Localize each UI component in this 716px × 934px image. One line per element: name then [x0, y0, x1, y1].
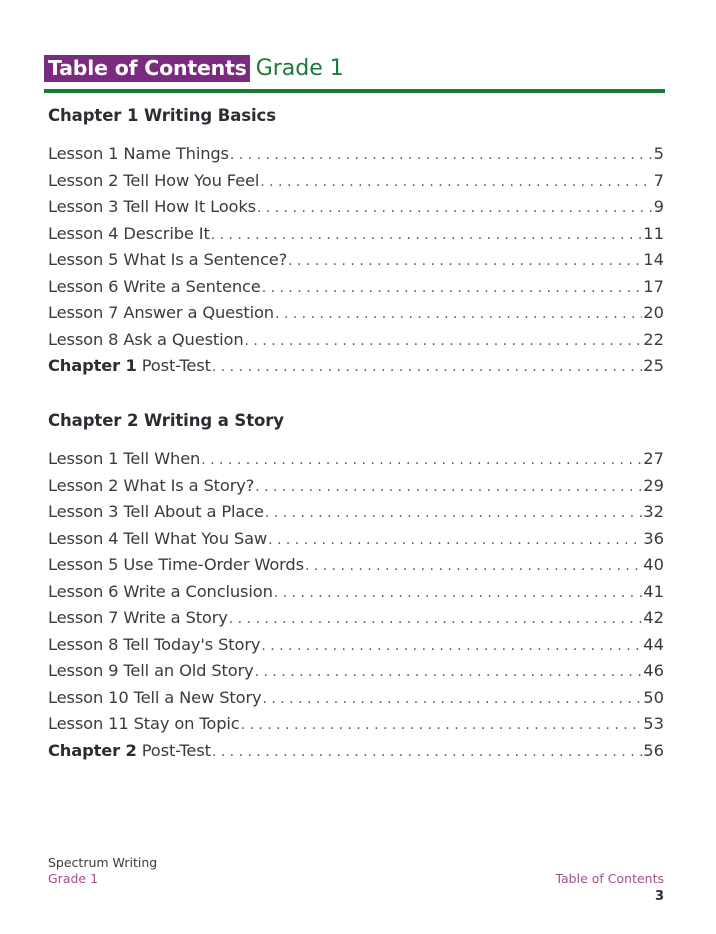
toc-entry[interactable] [48, 277, 664, 304]
chapter-1-list [48, 144, 664, 383]
chapter-1-heading: Chapter 1 Writing Basics [48, 106, 276, 125]
toc-entry[interactable] [48, 197, 664, 224]
toc-entry-page: 5 [653, 144, 664, 163]
toc-entry-label: Lesson 7 Answer a Question [48, 303, 274, 322]
grade-title: Grade 1 [255, 56, 344, 81]
toc-entry-page: 14 [643, 250, 664, 269]
dot-leader [245, 333, 643, 349]
toc-entry-label: Lesson 8 Ask a Question [48, 329, 244, 349]
chapter-2-list [48, 449, 664, 767]
dot-leader [265, 505, 642, 521]
toc-entry-label: Lesson 9 Tell an Old Story [48, 661, 254, 680]
footer-section-title: Table of Contents [555, 871, 664, 886]
toc-entry-page: 32 [643, 502, 664, 521]
dot-leader [262, 280, 643, 296]
dot-leader [212, 744, 642, 760]
toc-entry[interactable] [48, 476, 664, 503]
toc-entry-label: Lesson 11 Stay on Topic [48, 714, 240, 733]
toc-entry-page: 22 [643, 329, 664, 349]
dot-leader [274, 585, 643, 601]
toc-entry-label: Lesson 1 Tell When [48, 449, 201, 468]
dot-leader [212, 359, 642, 375]
toc-entry-page: 53 [643, 714, 664, 733]
toc-entry[interactable] [48, 688, 664, 715]
dot-leader [260, 174, 652, 190]
toc-entry-label: Chapter 1 Post-Test [48, 356, 211, 375]
toc-title-badge: Table of Contents [44, 55, 250, 82]
toc-entry-label: Chapter 2 Post-Test [48, 740, 211, 760]
toc-entry[interactable] [48, 502, 664, 529]
toc-entry-post-test[interactable] [48, 356, 664, 383]
dot-leader [255, 479, 642, 495]
toc-entry-label: Lesson 2 What Is a Story? [48, 475, 255, 495]
toc-entry-label: Lesson 8 Tell Today's Story [48, 634, 261, 654]
toc-entry-label: Lesson 4 Describe It [48, 223, 210, 243]
toc-entry-label: Lesson 1 Name Things [48, 144, 229, 163]
toc-entry-label: Lesson 4 Tell What You Saw [48, 528, 268, 548]
toc-entry[interactable] [48, 224, 664, 251]
toc-entry-page: 25 [643, 356, 664, 375]
toc-entry[interactable] [48, 582, 664, 609]
page-number: 3 [654, 889, 664, 904]
toc-entry-page: 20 [643, 303, 664, 322]
dot-leader [262, 691, 642, 707]
toc-entry-label: Lesson 7 Write a Story [48, 608, 228, 627]
toc-entry[interactable] [48, 714, 664, 741]
toc-entry-label: Lesson 6 Write a Conclusion [48, 581, 273, 601]
footer-section-info [555, 871, 664, 905]
toc-entry-page: 7 [653, 170, 664, 190]
toc-entry-page: 17 [643, 276, 664, 296]
dot-leader [275, 306, 642, 322]
footer-grade: Grade 1 [48, 871, 99, 886]
toc-entry-label: Lesson 6 Write a Sentence [48, 276, 261, 296]
toc-entry-label: Lesson 5 Use Time-Order Words [48, 555, 304, 574]
toc-entry-page: 44 [643, 634, 664, 654]
toc-entry-page: 40 [643, 555, 664, 574]
toc-entry-post-test[interactable] [48, 741, 664, 768]
toc-entry[interactable] [48, 303, 664, 330]
toc-entry[interactable] [48, 250, 664, 277]
toc-entry-page: 41 [643, 581, 664, 601]
toc-entry[interactable] [48, 661, 664, 688]
toc-entry[interactable] [48, 608, 664, 635]
dot-leader [230, 147, 653, 163]
toc-entry[interactable] [48, 144, 664, 171]
toc-entry-label: Lesson 2 Tell How You Feel [48, 170, 260, 190]
dot-leader [268, 532, 642, 548]
toc-entry-page: 29 [643, 475, 664, 495]
toc-entry-page: 27 [643, 449, 664, 468]
dot-leader [261, 638, 642, 654]
dot-leader [201, 452, 642, 468]
toc-entry-label: Lesson 5 What Is a Sentence? [48, 250, 288, 269]
dot-leader [255, 664, 643, 680]
toc-entry-page: 42 [643, 608, 664, 627]
dot-leader [229, 611, 643, 627]
toc-entry-page: 46 [643, 661, 664, 680]
toc-entry-label: Lesson 3 Tell About a Place [48, 502, 264, 521]
page-header [44, 55, 344, 82]
toc-entry-page: 11 [643, 223, 664, 243]
footer-book-info [48, 855, 157, 887]
dot-leader [211, 227, 643, 243]
header-divider [44, 89, 665, 93]
dot-leader [241, 717, 643, 733]
toc-entry[interactable] [48, 529, 664, 556]
toc-entry-page: 50 [643, 687, 664, 707]
chapter-2-heading: Chapter 2 Writing a Story [48, 411, 284, 430]
toc-entry-label: Lesson 3 Tell How It Looks [48, 197, 256, 216]
dot-leader [305, 558, 642, 574]
toc-entry[interactable] [48, 635, 664, 662]
toc-entry[interactable] [48, 330, 664, 357]
toc-entry-page: 56 [643, 740, 664, 760]
toc-entry[interactable] [48, 171, 664, 198]
toc-entry[interactable] [48, 555, 664, 582]
toc-entry[interactable] [48, 449, 664, 476]
footer-series-title: Spectrum Writing [48, 855, 158, 870]
dot-leader [257, 200, 653, 216]
dot-leader [288, 253, 642, 269]
toc-entry-label: Lesson 10 Tell a New Story [48, 687, 262, 707]
toc-entry-page: 9 [653, 197, 664, 216]
toc-entry-page: 36 [643, 528, 664, 548]
